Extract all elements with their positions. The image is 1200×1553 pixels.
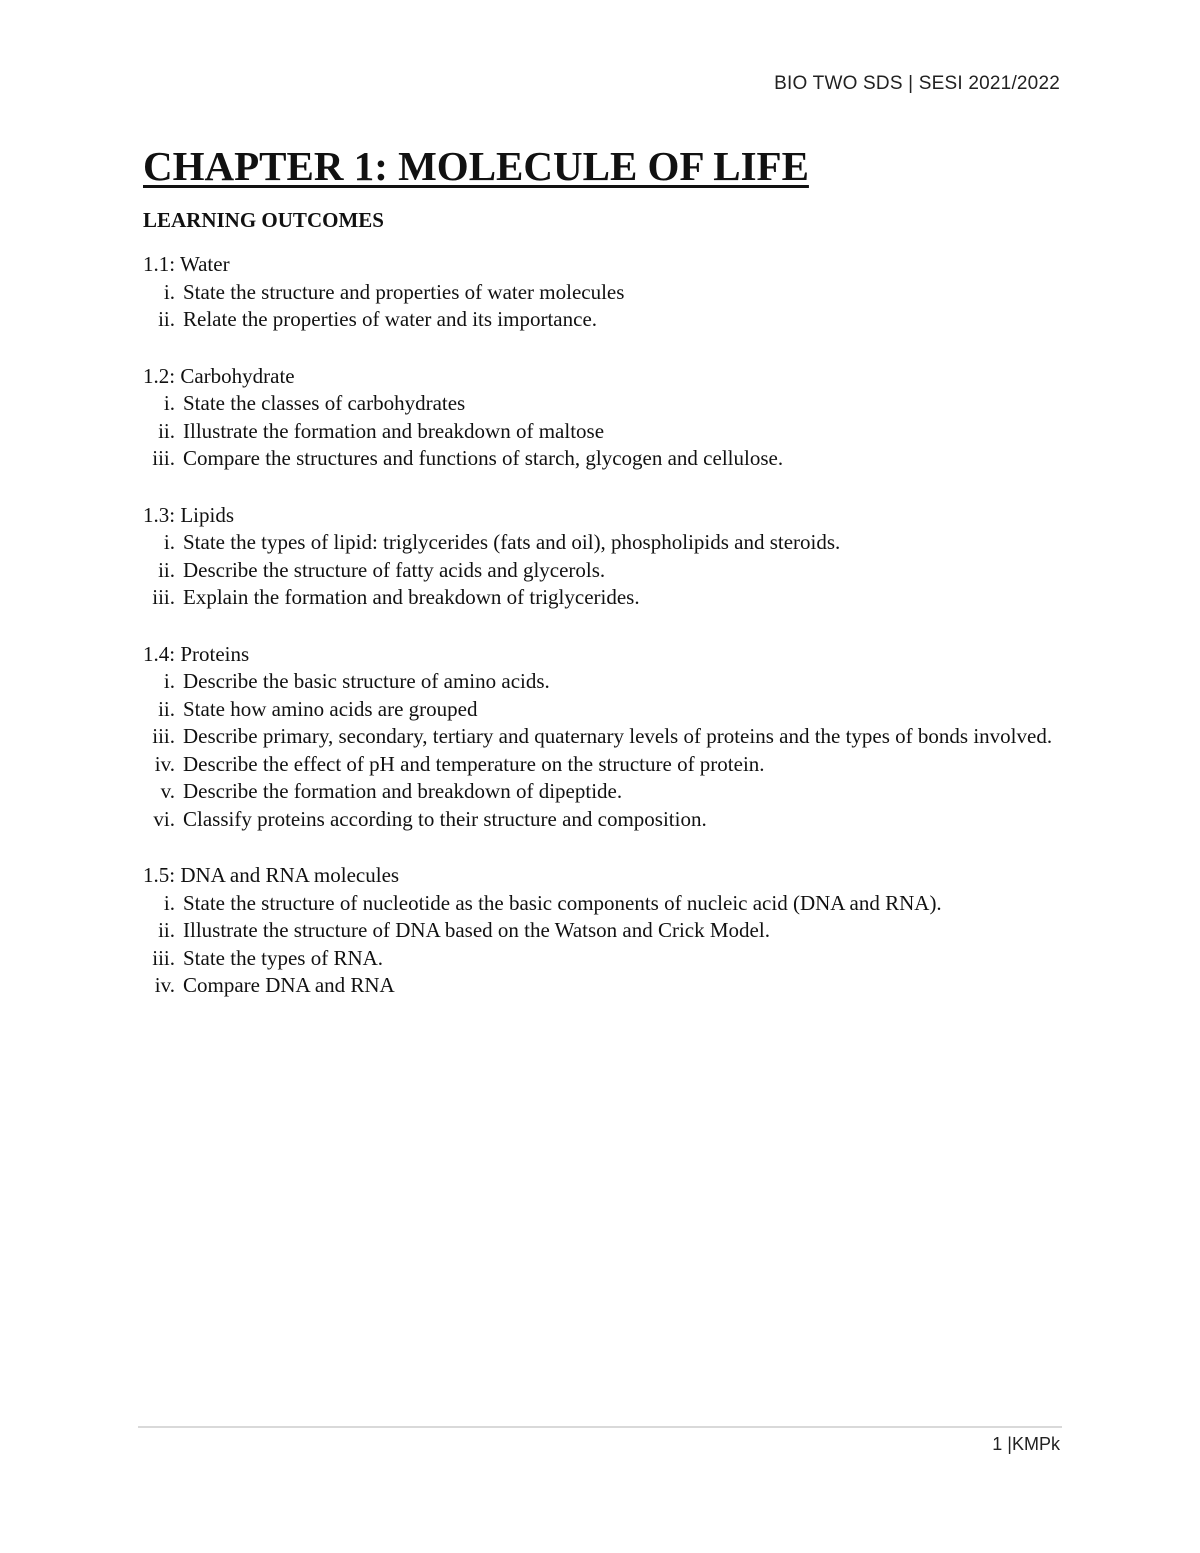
list-item-text: Classify proteins according to their structure and composition. (183, 806, 707, 831)
page-header: BIO TWO SDS | SESI 2021/2022 (774, 73, 1060, 94)
list-item-text: Describe primary, secondary, tertiary and quaternary levels of proteins and the types of bonds involved. (183, 724, 1053, 748)
list-item (143, 445, 1063, 473)
list-item (143, 279, 1063, 307)
list-item (143, 778, 1063, 806)
learning-outcomes-heading: LEARNING OUTCOMES (143, 208, 384, 232)
list-item-number: iii. (152, 446, 175, 470)
list-item (143, 972, 1063, 1000)
list-item (143, 751, 1063, 779)
list-item-number: ii. (158, 418, 175, 443)
list-item (143, 529, 1063, 557)
list-item (143, 668, 1063, 696)
list-item-text: State the types of RNA. (183, 945, 384, 970)
outcome-list (143, 890, 1063, 1000)
list-item-text: Compare the structures and functions of starch, glycogen and cellulose. (183, 446, 784, 470)
chapter-title: CHAPTER 1: MOLECULE OF LIFE (143, 143, 809, 189)
list-item-text: Describe the effect of pH and temperature on the structure of protein. (183, 751, 765, 776)
section-title: 1.4: Proteins (143, 641, 250, 666)
list-item-number: i. (163, 279, 175, 304)
list-item-number: i. (163, 391, 175, 415)
list-item (143, 390, 1063, 418)
learning-outcomes-sections (143, 251, 1063, 1029)
list-item-text: Compare DNA and RNA (183, 973, 395, 997)
list-item (143, 945, 1063, 973)
list-item-number: iii. (152, 945, 175, 970)
list-item (143, 557, 1063, 585)
list-item-number: ii. (158, 918, 175, 942)
list-item-number: vi. (153, 806, 175, 831)
list-item-text: Illustrate the structure of DNA based on the Watson and Crick Model. (183, 918, 770, 942)
list-item-number: i. (163, 890, 175, 915)
list-item-number: ii. (158, 307, 175, 331)
list-item-number: iv. (154, 751, 175, 776)
list-item (143, 890, 1063, 918)
outcome-list (143, 668, 1063, 833)
list-item-text: Describe the basic structure of amino acids. (183, 669, 550, 693)
outcome-section (143, 363, 1063, 473)
list-item (143, 696, 1063, 724)
outcome-list (143, 529, 1063, 612)
list-item (143, 306, 1063, 334)
list-item-number: i. (163, 669, 175, 693)
list-item-number: v. (160, 779, 175, 803)
list-item-text: Explain the formation and breakdown of triglycerides. (183, 585, 640, 609)
list-item (143, 584, 1063, 612)
list-item (143, 917, 1063, 945)
outcome-section (143, 641, 1063, 834)
footer-divider (138, 1426, 1062, 1428)
list-item-text: State the structure and properties of water molecules (183, 279, 625, 304)
section-title: 1.5: DNA and RNA molecules (143, 863, 400, 887)
list-item-text: Describe the structure of fatty acids and glycerols. (183, 557, 606, 582)
list-item-number: iv. (154, 973, 175, 997)
list-item (143, 806, 1063, 834)
list-item (143, 723, 1063, 751)
outcome-list (143, 279, 1063, 334)
list-item-text: State how amino acids are grouped (183, 696, 478, 721)
list-item-text: Describe the formation and breakdown of dipeptide. (183, 779, 623, 803)
list-item-text: State the classes of carbohydrates (183, 391, 466, 415)
section-title: 1.3: Lipids (143, 502, 235, 527)
list-item-number: ii. (158, 557, 175, 582)
section-title: 1.1: Water (143, 252, 230, 276)
outcome-section (143, 502, 1063, 612)
page-footer: 1 |KMPk (992, 1434, 1060, 1454)
list-item-text: Illustrate the formation and breakdown of maltose (183, 418, 605, 443)
list-item-number: iii. (152, 724, 175, 748)
list-item-text: Relate the properties of water and its importance. (183, 307, 598, 331)
outcome-list (143, 390, 1063, 473)
section-title: 1.2: Carbohydrate (143, 363, 295, 388)
outcome-section (143, 862, 1063, 1000)
list-item-text: State the structure of nucleotide as the basic components of nucleic acid (DNA and RNA). (183, 890, 942, 915)
outcome-section (143, 251, 1063, 334)
list-item-number: i. (163, 530, 175, 554)
list-item-text: State the types of lipid: triglycerides (fats and oil), phospholipids and steroids. (183, 530, 841, 554)
list-item-number: ii. (158, 696, 175, 721)
list-item-number: iii. (152, 585, 175, 609)
list-item (143, 418, 1063, 446)
